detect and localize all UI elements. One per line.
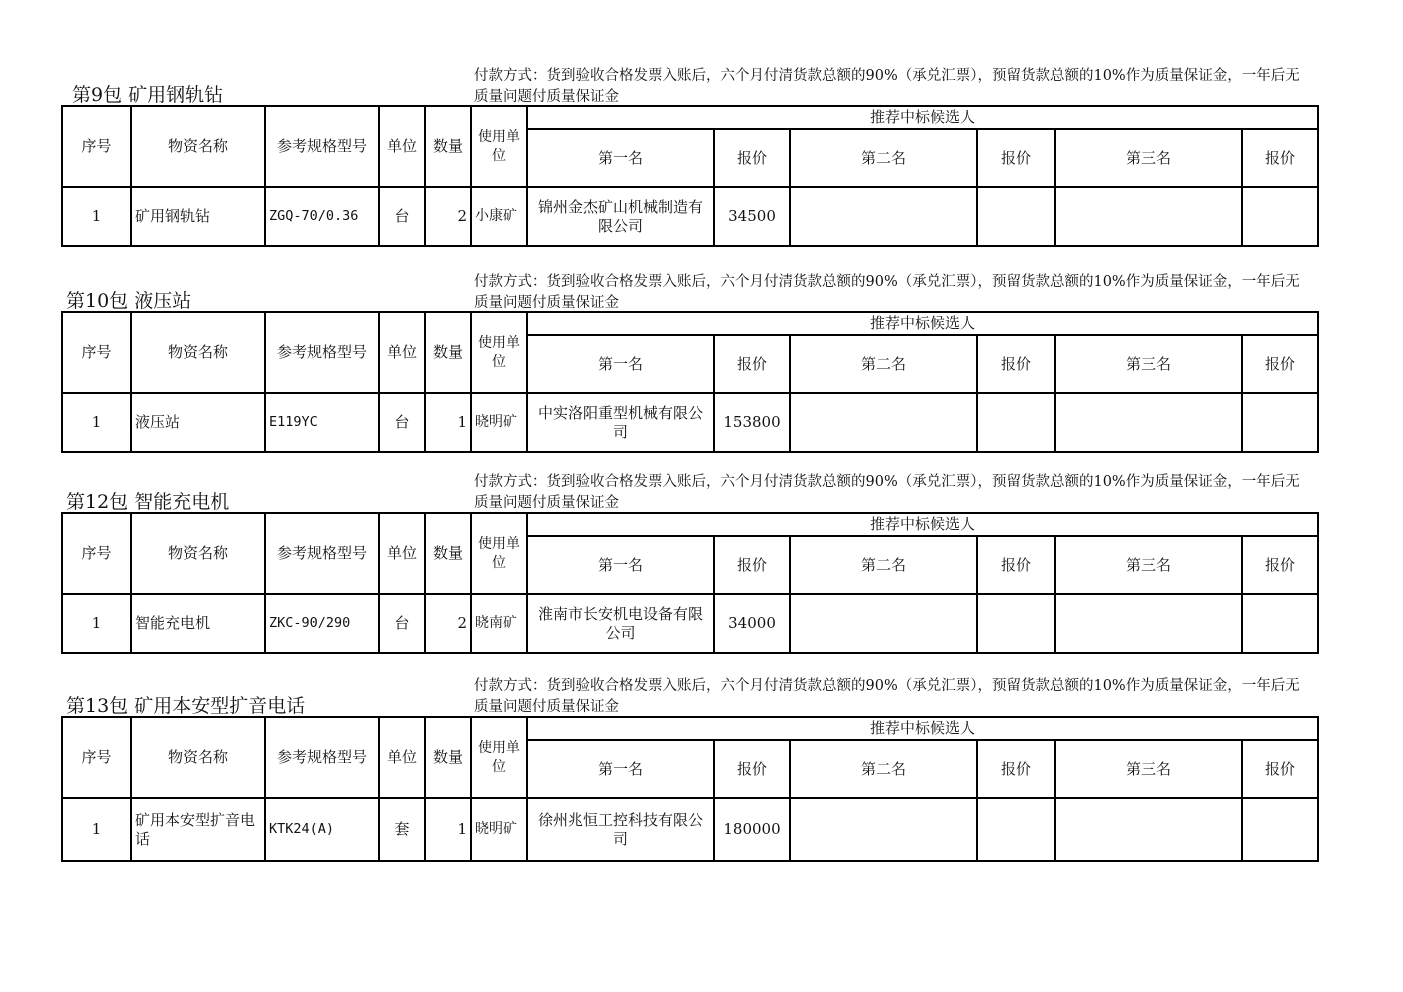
cell-spec: ZGQ-70/0.36 <box>265 187 379 246</box>
payment-terms: 付款方式：货到验收合格发票入账后，六个月付清货款总额的90%（承兑汇票），预留货款总额的10%作为质量保证金，一年后无质量问题付质量保证金 <box>474 678 1300 715</box>
cell-qty: 1 <box>425 798 471 861</box>
header-first-price: 报价 <box>714 129 790 187</box>
cell-third-price <box>1242 594 1318 653</box>
header-recommend: 推荐中标候选人 <box>527 106 1318 129</box>
header-second-price: 报价 <box>977 740 1055 798</box>
header-recommend: 推荐中标候选人 <box>527 513 1318 536</box>
header-second: 第二名 <box>790 335 977 393</box>
header-user: 使用单位 <box>471 106 527 187</box>
header-user: 使用单位 <box>471 312 527 393</box>
header-seq: 序号 <box>62 717 131 798</box>
header-spec: 参考规格型号 <box>265 312 379 393</box>
cell-first: 淮南市长安机电设备有限公司 <box>527 594 714 653</box>
cell-second <box>790 187 977 246</box>
cell-seq: 1 <box>62 594 131 653</box>
cell-spec: ZKC-90/290 <box>265 594 379 653</box>
header-first-price: 报价 <box>714 536 790 594</box>
header-name: 物资名称 <box>131 717 265 798</box>
header-third-price: 报价 <box>1242 536 1318 594</box>
cell-first-price: 153800 <box>714 393 790 452</box>
header-qty: 数量 <box>425 513 471 594</box>
cell-seq: 1 <box>62 187 131 246</box>
header-second: 第二名 <box>790 129 977 187</box>
header-first: 第一名 <box>527 536 714 594</box>
header-first: 第一名 <box>527 129 714 187</box>
cell-second <box>790 798 977 861</box>
header-name: 物资名称 <box>131 513 265 594</box>
header-unit: 单位 <box>379 312 425 393</box>
package-title: 第12包 智能充电机 <box>66 491 230 513</box>
table-row <box>62 187 1318 246</box>
header-recommend: 推荐中标候选人 <box>527 312 1318 335</box>
cell-first-price: 34500 <box>714 187 790 246</box>
header-seq: 序号 <box>62 312 131 393</box>
cell-seq: 1 <box>62 798 131 861</box>
cell-third-price <box>1242 187 1318 246</box>
header-second: 第二名 <box>790 536 977 594</box>
header-unit: 单位 <box>379 513 425 594</box>
cell-first: 徐州兆恒工控科技有限公司 <box>527 798 714 861</box>
header-third: 第三名 <box>1055 335 1242 393</box>
header-row <box>62 312 1318 335</box>
header-row <box>62 106 1318 129</box>
cell-second-price <box>977 187 1055 246</box>
cell-spec: E119YC <box>265 393 379 452</box>
cell-spec: KTK24(A) <box>265 798 379 861</box>
cell-user: 晓明矿 <box>471 393 527 452</box>
header-second-price: 报价 <box>977 335 1055 393</box>
cell-third <box>1055 187 1242 246</box>
cell-third-price <box>1242 798 1318 861</box>
header-qty: 数量 <box>425 717 471 798</box>
cell-third-price <box>1242 393 1318 452</box>
header-spec: 参考规格型号 <box>265 717 379 798</box>
header-first: 第一名 <box>527 335 714 393</box>
cell-seq: 1 <box>62 393 131 452</box>
cell-first: 锦州金杰矿山机械制造有限公司 <box>527 187 714 246</box>
package-title: 第10包 液压站 <box>66 290 192 312</box>
header-name: 物资名称 <box>131 106 265 187</box>
package-title: 第9包 矿用钢轨钻 <box>72 84 224 106</box>
cell-first: 中实洛阳重型机械有限公司 <box>527 393 714 452</box>
header-second-price: 报价 <box>977 129 1055 187</box>
cell-name: 矿用本安型扩音电话 <box>131 798 265 861</box>
cell-qty: 2 <box>425 594 471 653</box>
header-first-price: 报价 <box>714 740 790 798</box>
package-table <box>61 716 1319 862</box>
cell-second-price <box>977 798 1055 861</box>
header-unit: 单位 <box>379 106 425 187</box>
header-qty: 数量 <box>425 312 471 393</box>
header-first-price: 报价 <box>714 335 790 393</box>
header-seq: 序号 <box>62 106 131 187</box>
header-qty: 数量 <box>425 106 471 187</box>
header-spec: 参考规格型号 <box>265 106 379 187</box>
header-row <box>62 717 1318 740</box>
table-row <box>62 798 1318 861</box>
cell-third <box>1055 594 1242 653</box>
header-name: 物资名称 <box>131 312 265 393</box>
cell-unit: 台 <box>379 594 425 653</box>
cell-second-price <box>977 594 1055 653</box>
cell-unit: 台 <box>379 393 425 452</box>
table-row <box>62 393 1318 452</box>
package-table <box>61 311 1319 453</box>
cell-unit: 套 <box>379 798 425 861</box>
header-third-price: 报价 <box>1242 740 1318 798</box>
cell-user: 小康矿 <box>471 187 527 246</box>
payment-terms: 付款方式：货到验收合格发票入账后，六个月付清货款总额的90%（承兑汇票），预留货款总额的10%作为质量保证金，一年后无质量问题付质量保证金 <box>474 274 1300 311</box>
header-first: 第一名 <box>527 740 714 798</box>
header-unit: 单位 <box>379 717 425 798</box>
cell-second-price <box>977 393 1055 452</box>
cell-qty: 2 <box>425 187 471 246</box>
cell-second <box>790 393 977 452</box>
cell-third <box>1055 798 1242 861</box>
header-third-price: 报价 <box>1242 129 1318 187</box>
cell-first-price: 180000 <box>714 798 790 861</box>
table-row <box>62 594 1318 653</box>
header-third-price: 报价 <box>1242 335 1318 393</box>
cell-second <box>790 594 977 653</box>
header-row <box>62 513 1318 536</box>
cell-name: 液压站 <box>131 393 265 452</box>
header-seq: 序号 <box>62 513 131 594</box>
header-recommend: 推荐中标候选人 <box>527 717 1318 740</box>
cell-user: 晓明矿 <box>471 798 527 861</box>
cell-qty: 1 <box>425 393 471 452</box>
header-third: 第三名 <box>1055 740 1242 798</box>
cell-first-price: 34000 <box>714 594 790 653</box>
payment-terms: 付款方式：货到验收合格发票入账后，六个月付清货款总额的90%（承兑汇票），预留货款总额的10%作为质量保证金，一年后无质量问题付质量保证金 <box>474 68 1300 105</box>
payment-terms: 付款方式：货到验收合格发票入账后，六个月付清货款总额的90%（承兑汇票），预留货款总额的10%作为质量保证金，一年后无质量问题付质量保证金 <box>474 474 1300 511</box>
header-second-price: 报价 <box>977 536 1055 594</box>
package-table <box>61 512 1319 654</box>
cell-name: 矿用钢轨钻 <box>131 187 265 246</box>
header-third: 第三名 <box>1055 536 1242 594</box>
cell-name: 智能充电机 <box>131 594 265 653</box>
header-spec: 参考规格型号 <box>265 513 379 594</box>
header-third: 第三名 <box>1055 129 1242 187</box>
cell-third <box>1055 393 1242 452</box>
header-user: 使用单位 <box>471 717 527 798</box>
cell-user: 晓南矿 <box>471 594 527 653</box>
header-user: 使用单位 <box>471 513 527 594</box>
package-table <box>61 105 1319 247</box>
header-second: 第二名 <box>790 740 977 798</box>
cell-unit: 台 <box>379 187 425 246</box>
package-title: 第13包 矿用本安型扩音电话 <box>66 695 306 717</box>
